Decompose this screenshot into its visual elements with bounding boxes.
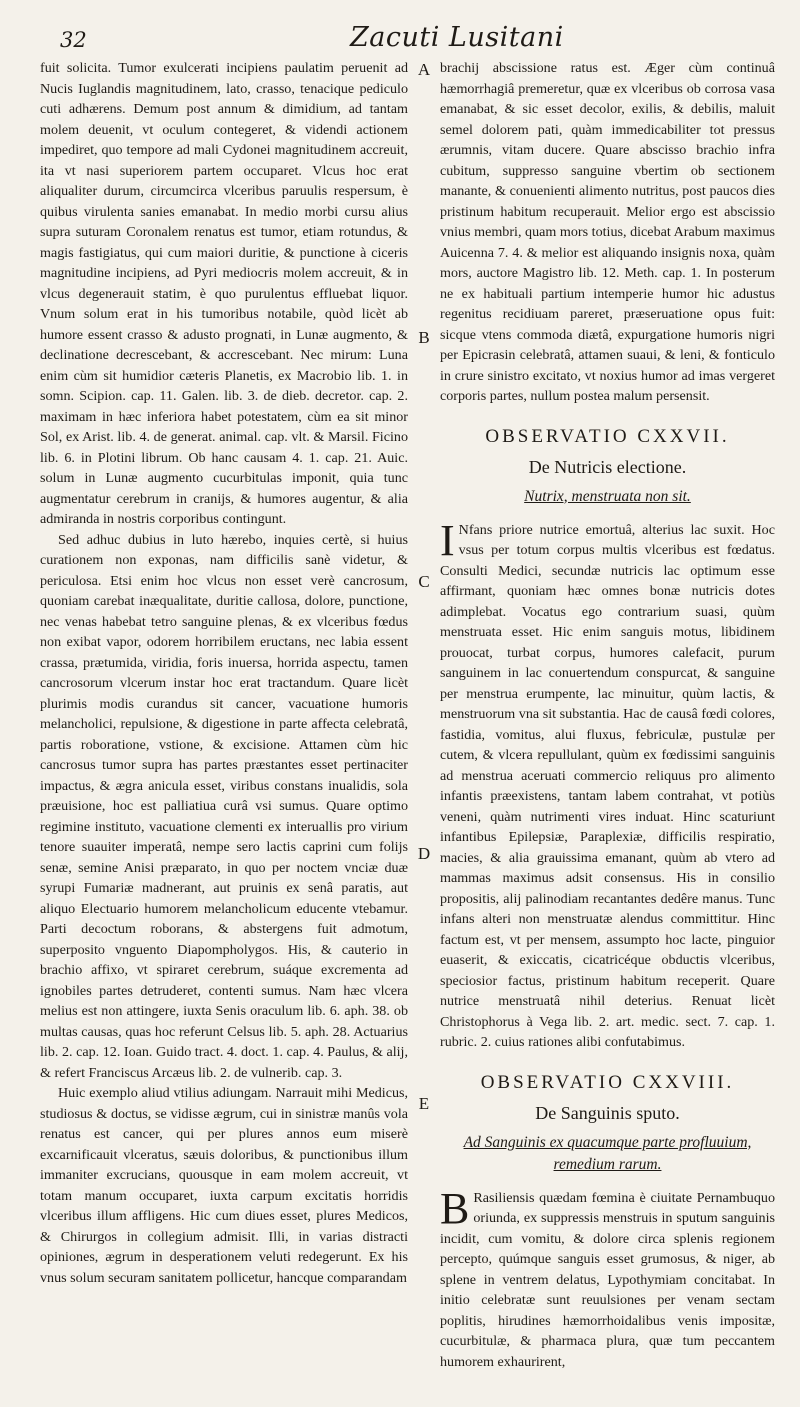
- running-head: Zacuti Lusitani: [350, 22, 564, 53]
- margin-letter-e: E: [418, 1094, 430, 1113]
- left-paragraph-3: Huic exemplo aliud vtilius adiungam. Narrauit mihi Medicus, studiosus & doctus, se vidisse ægrum, cui in sinistræ manûs vola renatus est cancer, qui per plures annos eum miserè excarnificauit vlceratus, sæuis doloribus, & punctionibus illum immaniter excrucians, quousque in eam molem accreuit, vt totam manum occuparet, iuxta carpum excitatis horridis vlceribus illum affligens. Hic cum diues esset, plures Medicos, & Chirurgos in collegium admisit. Illi, in varias distracti opiniones, ægrum in desperationem veluti redegerunt. Ex his vnus solum securam sanitatem pollicetur, hancque comparandam: [40, 1085, 408, 1286]
- dropcap-i: I: [440, 515, 455, 565]
- observation-127-body: [440, 515, 775, 1053]
- left-paragraph-1: fuit solicita. Tumor exulcerati incipiens paulatim peruenit ad Nucis Iuglandis magnitudinem, lato, crasso, tenacique pediculo cuti adhærens. Demum post annum & dimidium, ad tantam molem deuenit, vt oculum contegeret, & videndi actionem impediret, quo tempore ad mali Cydonei magnitudinem accreuit, ita vt nasi superiorem partem occuparet. Vlcus hoc erat aliqualiter durum, circumcirca vlceribus paruulis respersum, è quibus virulenta sanies emanabat. In medio morbi cursu alius supra suturam Coronalem renatus est tumor, etiam rotundus, & magis fastigiatus, qui cum maiori duritie, & punctione à ciceris magnitudine incipiens, ad Pyri mediocris molem accreuit, & in vlcus degenerauit statim, è quo purulentus effluebat liquor. Vnum solum erat in his tumoribus notabile, quòd licèt ab humore essent crasso & adusto prognati, in Lunæ augmento, & declinatione decrescebant, & accrescebant. Nec mirum: Luna enim cùm sit humidior cæteris Planetis, ex Macrobio lib. 1. in somn. Scipion. cap. 11. Galen. lib. 3. de dieb. decretor. cap. 2. maximam in hæc inferiora habet potestatem, cùm ea sit minor Sol, ex Arist. lib. 4. de generat. animal. cap. vlt. & Marsil. Ficino lib. 6. in Plotini librum. Ob hanc causam 4. 1. cap. 21. Auic. solum in Lunæ augmento cucurbitulas imponit, quia tunc augmentatur cerebrum in cranijs, & humores augentur, & alia admiranda in nostris corporibus contingunt.: [40, 60, 408, 527]
- left-paragraph-2: Sed adhuc dubius in luto hærebo, inquies certè, si huius curationem non exponas, nam difficilis sanè videtur, & periculosa. Etsi enim hoc vlcus non esset verè cancrosum, quoniam carebat inæqualitate, duritie callosa, dolore, punctione, nec venas habebat tetro sanguine plenas, & ex vlceribus fœdus non exibat vapor, odorem horribilem eructans, nec labia essent crassa, prætumida, viridia, foris inuersa, horrida aspectu, tamen cancrosorum vlcerum instar hoc erat tractandum. Quare licèt plurimis modis curandus sit cancer, vacuatione humoris melancholici, repulsione, & digestione in parte affecta celebratâ, partis roboratione, vstione, & excisione. Attamen cùm hic cancrosus tumor supra has partes præstantes esset pertinaciter impactus, & ægra anicula esset, viribus constans inualidis, sola præuisione, hoc est palliatiua curâ vsi sumus. Quare optimo regimine instituto, vacuatione clementi ex interuallis pro virium tenore suauiter imperatâ, nempe sero lactis caprini cum folijs senæ, semine Anisi præparato, in quo per noctem vnciæ duæ syrupi Fumariæ madnerant, aut pruinis ex senâ paratis, aut aliquo Electuario humorem melancholicum educente vtebamur. Parti decoctum roborans, & abstergens fuit admotum, superposito vnguento Diapompholygos. His, & cauterio in brachio affixo, vt spiraret cerebrum, suáque excrementa ad ignobiles partes detruderet, contenti sumus. Nam hæc vlcera melius est non attingere, iuxta Senis oraculum lib. 6. aph. 38. ob multas causas, quas hoc referunt Celsus lib. 5. aph. 28. Actuarius lib. 2. cap. 12. Ioan. Guido tract. 4. doct. 1. cap. 4. Paulus, & alij, & refert Franciscus Arcæus lib. 2. de vulnerib. cap. 3.: [40, 531, 408, 1081]
- observation-127-subtitle: De Nutricis electione.: [528, 457, 687, 477]
- observation-127-title: OBSERVATIO CXXVII.: [485, 425, 730, 447]
- margin-letter-a: A: [417, 60, 431, 79]
- right-column: [440, 58, 775, 1372]
- page-number: 32: [60, 28, 87, 52]
- observation-128-text: Rasiliensis quædam fœmina è ciuitate Pernambuquo oriunda, ex suppressis menstruis in sputum sanguinis incidit, cum vomitu, & dolore circa splenis regionem percepto, quúmque sanguis esset grumosus, & niger, ab splene in ventrem delatus, Lypothymiam concitabat. In initio celebratæ sunt reuulsiones per venam sectam poplitis, hirudines hæmorrhoidalibus venis impositæ, cucurbitulæ, & pharmaca plura, quæ tum peccantem humorem exhaurirent,: [440, 1189, 775, 1370]
- observation-127-lead: Nutrix, menstruata non sit.: [524, 487, 691, 505]
- right-continuation-text: brachij abscissione ratus est. Æger cùm continuâ hæmorrhagiâ premeretur, quæ ex vlceribus ob corrosa vasa emanabat, & sic esset decolor, exilis, & debilis, maluit semel dolorem pati, quàm immedicabiliter tot pressus ærumnis, vitam ducere. Quare abscisso brachio infra cubitum, suppresso sanguine vbertim ob sectionem manante, & conuenienti alimento nutritus, post paucos dies pristinum habitum recuperauit. Melior ergo est abscissio vnius membri, quam mors totius, dicebat Arabum maximus Auicenna 7. 4. & melior est aliquando insignis noxa, quàm mors, auctore Magistro lib. 12. Meth. cap. 1. In posterum ne ex habituali partium intemperie humor hic adustus regenitus recidiuam pareret, præseruatione opus fuit: sicque vtens commoda diætâ, expurgatione humoris nigri per Epicrasin celebratâ, attamen suaui, & leni, & fonticulo in crure sinistro excitato, vt noxius humor ad imas vergeret corporis partes, nullum postea malum persensit.: [440, 60, 775, 404]
- observation-128-body: [440, 1183, 775, 1373]
- dropcap-b: B: [440, 1183, 470, 1233]
- observation-128-title: OBSERVATIO CXXVIII.: [480, 1071, 735, 1093]
- margin-letter-d: D: [417, 844, 431, 863]
- observation-128-lead: Ad Sanguinis ex quacumque parte profluuium, remedium rarum.: [463, 1133, 752, 1173]
- observation-127-text: Nfans priore nutrice emortuâ, alterius lac suxit. Hoc vsus per totum corpus multis vlceribus est fœdatus. Consulti Medici, secundæ nutricis lac optimum esse affirmant, quoniam hæc omnes bonæ nutricis dotes adimplebat. Vocatus ego contrarium suasi, quùm menstruata esset. Hic enim sanguis motus, libidinem prouocat, turbat corpus, humores calefacit, purum sanguinem in lac conuertendum conspurcat, & sanguine per menstrua erumpente, lac minuitur, quùm lactis, & menstruorum vna sit substantia. Hac de causâ fœdi colores, fastidia, vomitus, alui fluxus, febriculæ, pustulæ per cutem, & vlcera repullulant, quùm ex fœdissimi sanguinis ad menstrua aceruati commercio reliquus pro alimento infantis præexistens, tantam labem contrahat, vt potiùs veneni, quàm nutrimenti vires induat. Hinc scaturiunt infantibus Epilepsiæ, Paraplexiæ, difficilis respiratio, macies, & alia grauissima emanant, quùm ab vtero ad mammas maximus adsit consensus. His in consilio propositis, alij palinodiam recantantes dedêre manus. Tunc infans alteri non menstruatæ alendus committitur. Hinc factum est, vt per mensem, assumpto hoc lacte, pinguior euaserit, & exiccatis, cicatricéque obductis vlceribus, speciosior factus, pristinum habitum receperit. Quare nutrice menstruatâ nihil deterius. Renuat licèt Christophorus à Vega lib. 2. art. medic. sect. 7. cap. 1. rubric. 2. cuius rationes alibi confutabimus.: [440, 521, 775, 1050]
- margin-letter-b: B: [418, 328, 430, 347]
- left-column: [40, 58, 408, 1288]
- observation-128-subtitle: De Sanguinis sputo.: [535, 1103, 680, 1123]
- margin-letter-c: C: [418, 572, 430, 591]
- page-header: [60, 22, 780, 56]
